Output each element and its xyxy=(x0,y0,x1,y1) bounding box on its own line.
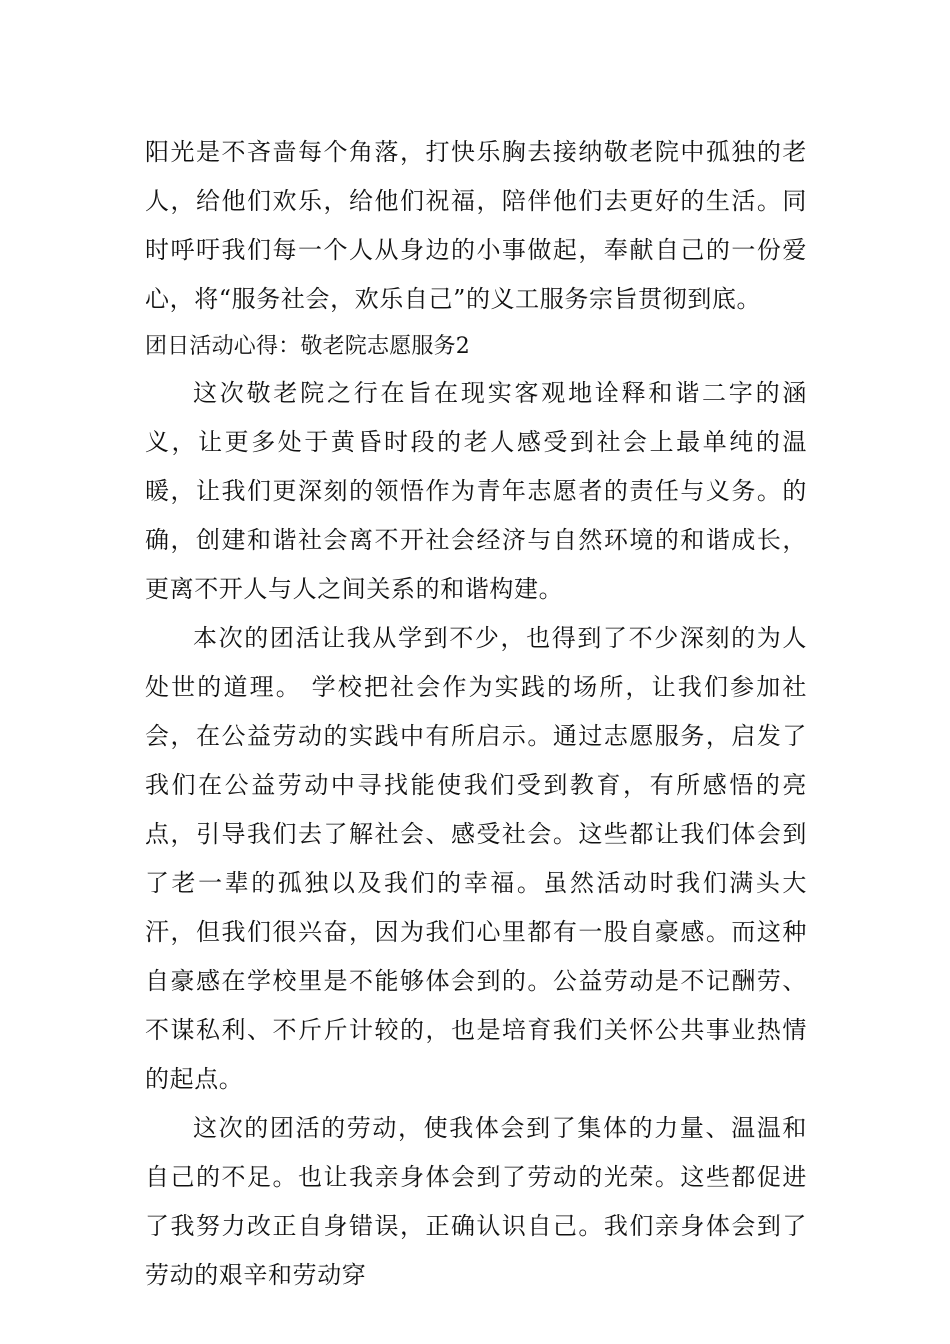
document-body xyxy=(145,128,807,1300)
paragraph-reflection-3: 这次的团活的劳动，使我体会到了集体的力量、温温和自己的不足。也让我亲身体会到了劳动的光荣。这些都促进了我努力改正自身错误，正确认识自己。我们亲身体会到了劳动的艰辛和劳动穿 xyxy=(145,1114,807,1289)
paragraph-reflection-2: 本次的团活让我从学到不少，也得到了不少深刻的为人处世的道理。 学校把社会作为实践的场所，让我们参加社会，在公益劳动的实践中有所启示。通过志愿服务，启发了我们在公益劳动中寻找能使我们受到教育，有所感悟的亮点，引导我们去了解社会、感受社会。这些都让我们体会到了老一辈的孤独以及我们的幸福。虽然活动时我们满头大汗，但我们很兴奋，因为我们心里都有一股自豪感。而这种自豪感在学校里是不能够体会到的。公益劳动是不记酬劳、不谋私利、不斤斤计较的，也是培育我们关怀公共事业热情的起点。 xyxy=(145,624,807,1093)
paragraph-reflection-1: 这次敬老院之行在旨在现实客观地诠释和谐二字的涵义，让更多处于黄昏时段的老人感受到社会上最单纯的温暖，让我们更深刻的领悟作为青年志愿者的责任与义务。的确，创建和谐社会离不开社会经济与自然环境的和谐成长，更离不开人与人之间关系的和谐构建。 xyxy=(145,379,807,603)
paragraph-closing-part-1: 阳光是不吝啬每个角落，打快乐胸去接纳敬老院中孤独的老人，给他们欢乐，给他们祝福，陪伴他们去更好的生活。同时呼吁我们每一个人从身边的小事做起，奉献自己的一份爱心，将“服务社会，欢乐自己”的义工服务宗旨贯彻到底。 xyxy=(145,138,807,313)
section-heading: 团日活动心得：敬老院志愿服务2 xyxy=(145,334,470,359)
